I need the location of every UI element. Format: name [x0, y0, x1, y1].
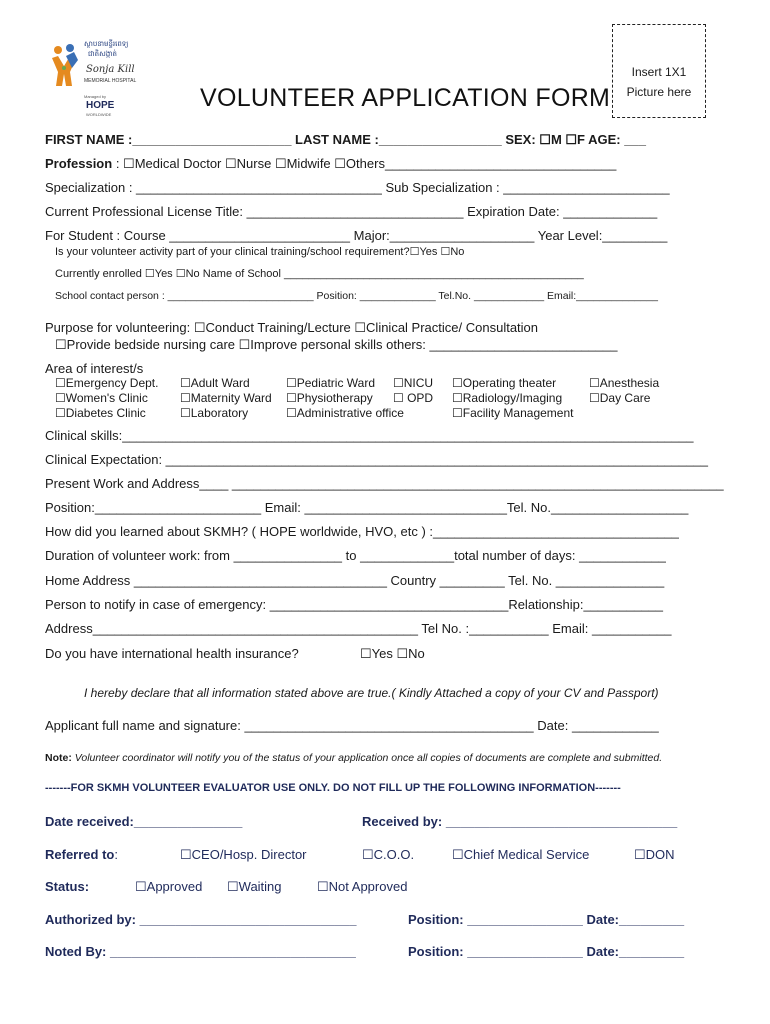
area-adult-ward[interactable]: ☐Adult Ward [180, 376, 250, 390]
area-admin[interactable]: ☐Administrative office [286, 406, 404, 420]
hospital-logo [44, 38, 144, 120]
status-not-approved-option[interactable]: ☐Not Approved [317, 879, 408, 894]
enrolled-row[interactable]: Currently enrolled ☐Yes ☐No Name of School _________________________________________________ [55, 268, 584, 280]
logo-khmer-line2: ជាតិសង្កាត់ [88, 51, 117, 58]
referred-cms-option[interactable]: ☐Chief Medical Service [452, 847, 590, 862]
status-waiting-option[interactable]: ☐Waiting [227, 879, 282, 894]
duration-row[interactable]: Duration of volunteer work: from _______________ to _____________total number of days: ____________ [45, 548, 666, 563]
area-emergency[interactable]: ☐Emergency Dept. [55, 376, 159, 390]
area-physio[interactable]: ☐Physiotherapy [286, 391, 373, 405]
area-radiology[interactable]: ☐Radiology/Imaging [452, 391, 563, 405]
area-laboratory[interactable]: ☐Laboratory [180, 406, 249, 420]
license-row[interactable]: Current Professional License Title: ______________________________ Expiration Date: _____________ [45, 204, 658, 219]
present-work-row[interactable]: Present Work and Address____ ____________________________________________________________________ [45, 476, 724, 491]
area-column-6[interactable] [589, 376, 659, 406]
area-opd[interactable]: ☐ OPD [393, 391, 434, 405]
area-diabetes[interactable]: ☐Diabetes Clinic [55, 406, 146, 420]
student-row[interactable]: For Student : Course _________________________ Major:____________________ Year Level:_________ [45, 228, 668, 243]
specialization-row[interactable]: Specialization : __________________________________ Sub Specialization : _______________________ [45, 180, 670, 195]
area-column-4[interactable] [393, 376, 433, 406]
received-by-row[interactable]: Received by: ________________________________ [362, 814, 678, 829]
declaration-text: I hereby declare that all information stated above are true.( Kindly Attached a copy of your CV and Passport) [84, 686, 659, 700]
home-address-row[interactable]: Home Address ___________________________________ Country _________ Tel. No. _______________ [45, 573, 665, 588]
name-sex-age-row[interactable]: FIRST NAME :______________________ LAST NAME :_________________ SEX: ☐M ☐F AGE: ___ [45, 132, 646, 147]
insurance-options[interactable]: ☐Yes ☐No [360, 646, 425, 661]
area-column-5[interactable] [452, 376, 573, 421]
note-text: Volunteer coordinator will notify you of the status of your application once all copies of documents are complete and submitted. [74, 752, 663, 764]
referred-don-option[interactable]: ☐DON [634, 847, 675, 862]
authorized-position-row[interactable]: Position: ________________ Date:_________ [408, 912, 685, 927]
authorized-by-row[interactable]: Authorized by: ______________________________ [45, 912, 357, 927]
note-label: Note: [45, 752, 72, 764]
logo-script-name: Sonja Kill [86, 64, 135, 75]
date-received-row[interactable]: Date received:_______________ [45, 814, 243, 829]
profession-label: Profession [45, 156, 113, 171]
clinical-skills-row[interactable]: Clinical skills:_______________________________________________________________________________ [45, 428, 694, 443]
noted-by-row[interactable]: Noted By: __________________________________ [45, 944, 356, 959]
photo-line1: Insert 1X1 [631, 65, 687, 79]
logo-managed-by: Managed by [84, 94, 107, 99]
area-operating[interactable]: ☐Operating theater [452, 376, 557, 390]
purpose-row-2[interactable]: ☐Provide bedside nursing care ☐Improve personal skills others: __________________________ [55, 337, 618, 352]
profession-options[interactable]: : ☐Medical Doctor ☐Nurse ☐Midwife ☐Others________________________________ [115, 156, 617, 171]
photo-placeholder [612, 24, 706, 118]
learned-about-row[interactable]: How did you learned about SKMH? ( HOPE worldwide, HVO, etc ) :__________________________________ [45, 524, 679, 539]
logo-hope: HOPE [86, 100, 115, 111]
status-label: Status: [45, 879, 90, 894]
area-womens[interactable]: ☐Women's Clinic [55, 391, 148, 405]
clinical-expectation-row[interactable]: Clinical Expectation: ___________________________________________________________________________ [45, 452, 708, 467]
area-pediatric[interactable]: ☐Pediatric Ward [286, 376, 376, 390]
note-row [45, 752, 662, 764]
school-contact-row[interactable]: School contact person : _________________________ Position: _____________ Tel.No. ____________ Email:______________ [55, 290, 658, 302]
referred-to-label [45, 847, 118, 862]
address-row[interactable]: Address_____________________________________________ Tel No. :___________ Email: ___________ [45, 621, 672, 636]
area-column-3[interactable] [286, 376, 404, 421]
area-of-interest-label: Area of interest/s [45, 361, 144, 376]
logo-hospital-name: MEMORIAL HOSPITAL [84, 78, 137, 84]
position-email-tel-row[interactable]: Position:_______________________ Email: ____________________________Tel. No.___________________ [45, 500, 689, 515]
emergency-contact-row[interactable]: Person to notify in case of emergency: _________________________________Relationship:___________ [45, 597, 664, 612]
referred-colon: : [114, 847, 118, 862]
area-anesthesia[interactable]: ☐Anesthesia [589, 376, 660, 390]
area-facility[interactable]: ☐Facility Management [452, 406, 574, 420]
profession-row[interactable] [45, 156, 616, 172]
area-nicu[interactable]: ☐NICU [393, 376, 434, 390]
logo-hope-sub: WORLDWIDE [86, 112, 112, 117]
area-column-1[interactable] [55, 376, 158, 421]
area-column-2[interactable] [180, 376, 272, 421]
area-maternity[interactable]: ☐Maternity Ward [180, 391, 272, 405]
referred-ceo-option[interactable]: ☐CEO/Hosp. Director [180, 847, 307, 862]
area-day-care[interactable]: ☐Day Care [589, 391, 651, 405]
logo-khmer-line1: ស្ថាបនាមន្ទីរពេទ្យ [84, 41, 129, 48]
status-approved-option[interactable]: ☐Approved [135, 879, 203, 894]
evaluator-header: -------FOR SKMH VOLUNTEER EVALUATOR USE ONLY. DO NOT FILL UP THE FOLLOWING INFORMATION------- [45, 782, 621, 794]
purpose-row-1[interactable]: Purpose for volunteering: ☐Conduct Training/Lecture ☐Clinical Practice/ Consultation [45, 320, 539, 335]
insurance-question: Do you have international health insurance? [45, 646, 299, 661]
training-question[interactable]: Is your volunteer activity part of your clinical training/school requirement?☐Yes ☐No [55, 246, 465, 258]
referred-label-text: Referred to [45, 847, 115, 862]
referred-coo-option[interactable]: ☐C.O.O. [362, 847, 415, 862]
photo-line2: Picture here [626, 85, 692, 99]
form-title: VOLUNTEER APPLICATION FORM [200, 84, 611, 112]
noted-position-row[interactable]: Position: ________________ Date:_________ [408, 944, 685, 959]
signature-row[interactable]: Applicant full name and signature: ________________________________________ Date: ____________ [45, 718, 659, 733]
